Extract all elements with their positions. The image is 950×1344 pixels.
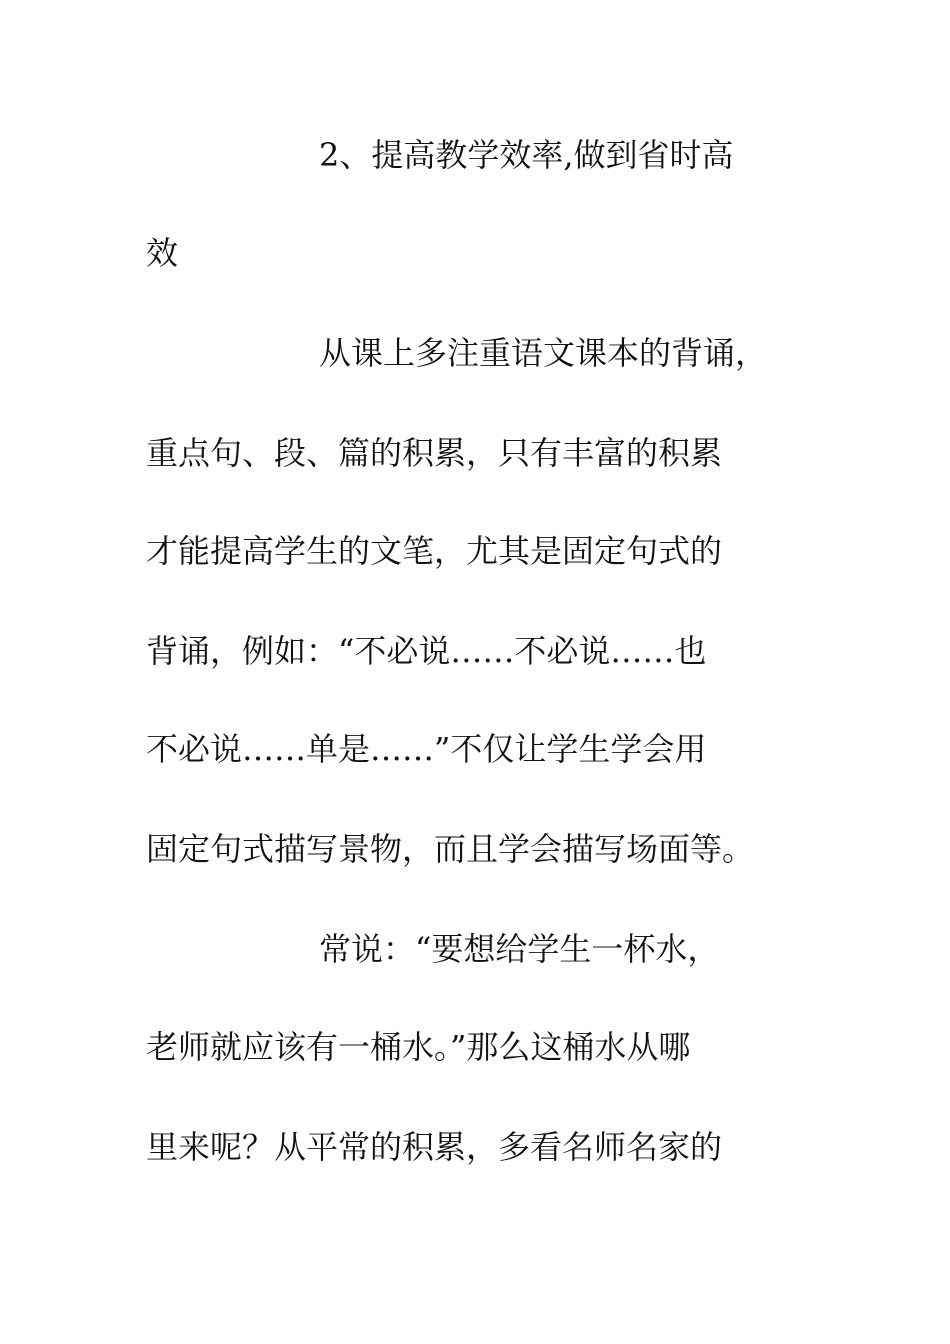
paragraph-line: 背诵，例如：“不必说……不必说……也 — [146, 632, 707, 670]
paragraph-line: 固定句式描写景物，而且学会描写场面等。 — [146, 830, 755, 868]
paragraph-line: 老师就应该有一桶水。”那么这桶水从哪 — [146, 1028, 691, 1066]
section-heading-continued: 效 — [146, 234, 179, 272]
paragraph-line: 从课上多注重语文课本的背诵， — [319, 334, 768, 372]
paragraph-line: 不必说……单是……”不仅让学生学会用 — [146, 730, 707, 768]
section-heading: 2、提高教学效率,做到省时高 — [319, 136, 734, 174]
paragraph-line: 才能提高学生的文笔，尤其是固定句式的 — [146, 532, 723, 570]
paragraph-line: 常说：“要想给学生一杯水， — [319, 930, 720, 968]
paragraph-line: 重点句、段、篇的积累，只有丰富的积累 — [146, 434, 723, 472]
paragraph-line: 里来呢？从平常的积累，多看名师名家的 — [146, 1128, 723, 1166]
